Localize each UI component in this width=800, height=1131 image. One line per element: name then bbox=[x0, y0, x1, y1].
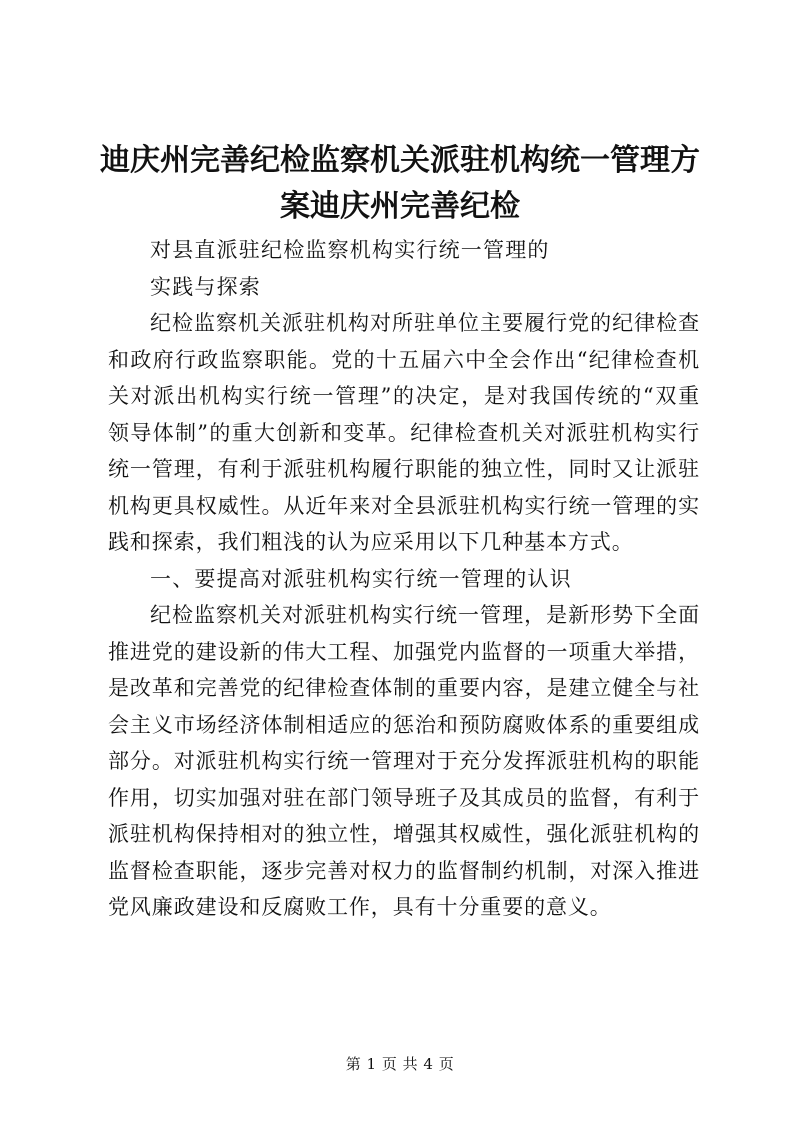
document-body bbox=[108, 232, 700, 926]
paragraph-subtitle-line-1: 对县直派驻纪检监察机构实行统一管理的 bbox=[150, 238, 550, 262]
paragraph-section-1: 纪检监察机关对派驻机构实行统一管理，是新形势下全面推进党的建设新的伟大工程、加强党内监督的一项重大举措，是改革和完善党的纪律检查体制的重要内容，是建立健全与社会主义市场经济体制相适应的惩治和预防腐败体系的重要组成部分。对派驻机构实行统一管理对于充分发挥派驻机构的职能作用，切实加强对驻在部门领导班子及其成员的监督，有利于派驻机构保持相对的独立性，增强其权威性，强化派驻机构的监督检查职能，逐步完善对权力的监督制约机制，对深入推进党风廉政建设和反腐败工作，具有十分重要的意义。 bbox=[108, 603, 700, 919]
document-title: 迪庆州完善纪检监察机关派驻机构统一管理方案迪庆州完善纪检 bbox=[100, 143, 700, 224]
page-number-footer: 第 1 页 共 4 页 bbox=[345, 1055, 455, 1073]
paragraph-intro: 纪检监察机关派驻机构对所驻单位主要履行党的纪律检查和政府行政监察职能。党的十五届六中全会作出“纪律检查机关对派出机构实行统一管理”的决定，是对我国传统的“双重领导体制”的重大创新和变革。纪律检查机关对派驻机构实行统一管理，有利于派驻机构履行职能的独立性，同时又让派驻机构更具权威性。从近年来对全县派驻机构实行统一管理的实践和探索，我们粗浅的认为应采用以下几种基本方式。 bbox=[108, 311, 700, 554]
paragraph-subtitle-line-2: 实践与探索 bbox=[150, 274, 261, 299]
section-heading-1: 一、要提高对派驻机构实行统一管理的认识 bbox=[150, 566, 572, 591]
